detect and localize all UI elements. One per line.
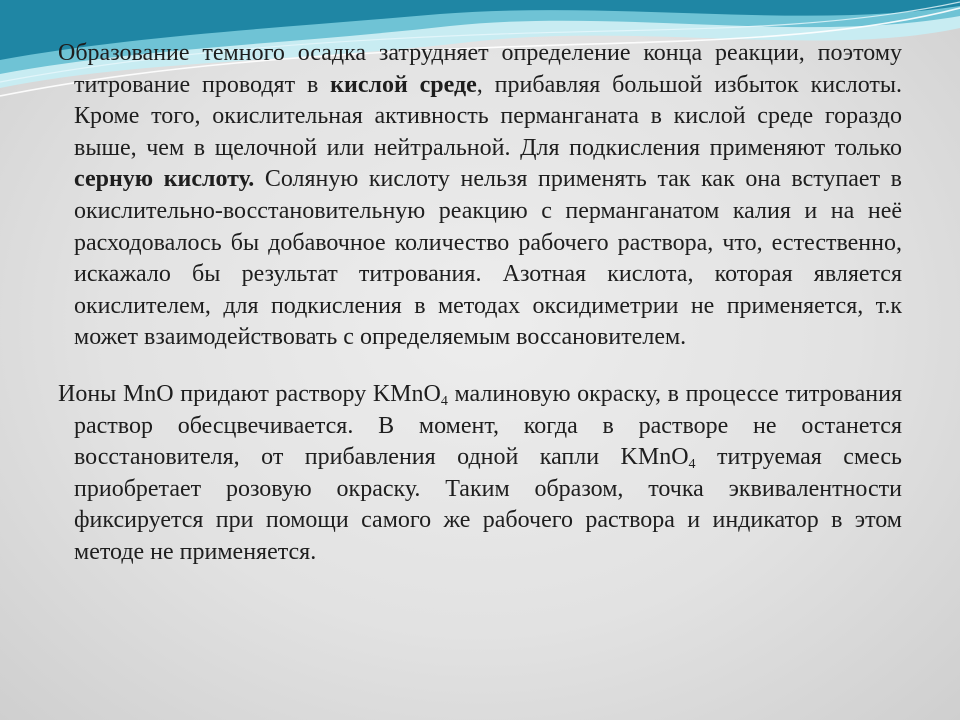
paragraph-mno4-ions bbox=[58, 379, 902, 569]
paragraph-2-subscript-2: 4 bbox=[688, 457, 696, 473]
paragraph-1-bold-acid-medium: кислой среде bbox=[330, 71, 477, 98]
paragraph-2-tail: титруемая смесь приобретает розовую окраску. Таким образом, точка эквивалентности фиксируется при помощи самого же рабочего раствора и индикатор в этом методе не применяется. bbox=[74, 444, 902, 565]
paragraph-1-lead: Образование темного осадка затрудняет определение конца реакции, поэтому титрование проводят в bbox=[58, 40, 902, 98]
paragraph-1-tail: Соляную кислоту нельзя применять так как она вступает в окислительно-восстановительную реакцию с перманганатом калия и на неё расходовалось бы добавочное количество рабочего раствора, что, естественно, искажало бы результат титрования. Азотная кислота, которая является окислителем, для подкисления в методах оксидиметрии не применяется, т.к может взаимодействовать с определяемым воссановителем. bbox=[74, 166, 902, 351]
paragraph-2-subscript-1: 4 bbox=[440, 393, 448, 409]
paragraph-1-mid: , прибавляя большой избыток кислоты. Кроме того, окислительная активность перманганата в кислой среде гораздо выше, чем в щелочной или нейтральной. Для подкисления применяют только bbox=[74, 71, 903, 161]
paragraph-2-lead: Ионы MnO придают раствору KMnO bbox=[58, 380, 441, 407]
paragraph-2-mid: малиновую окраску, в процессе титрования раствор обесцвечивается. В момент, когда в растворе не останется восстановителя, от прибавления одной капли KMnO bbox=[74, 380, 902, 471]
text-body bbox=[58, 38, 902, 569]
paragraph-titration-acid bbox=[58, 38, 902, 354]
paragraph-1-bold-sulfuric-acid: серную кислоту. bbox=[74, 166, 255, 193]
